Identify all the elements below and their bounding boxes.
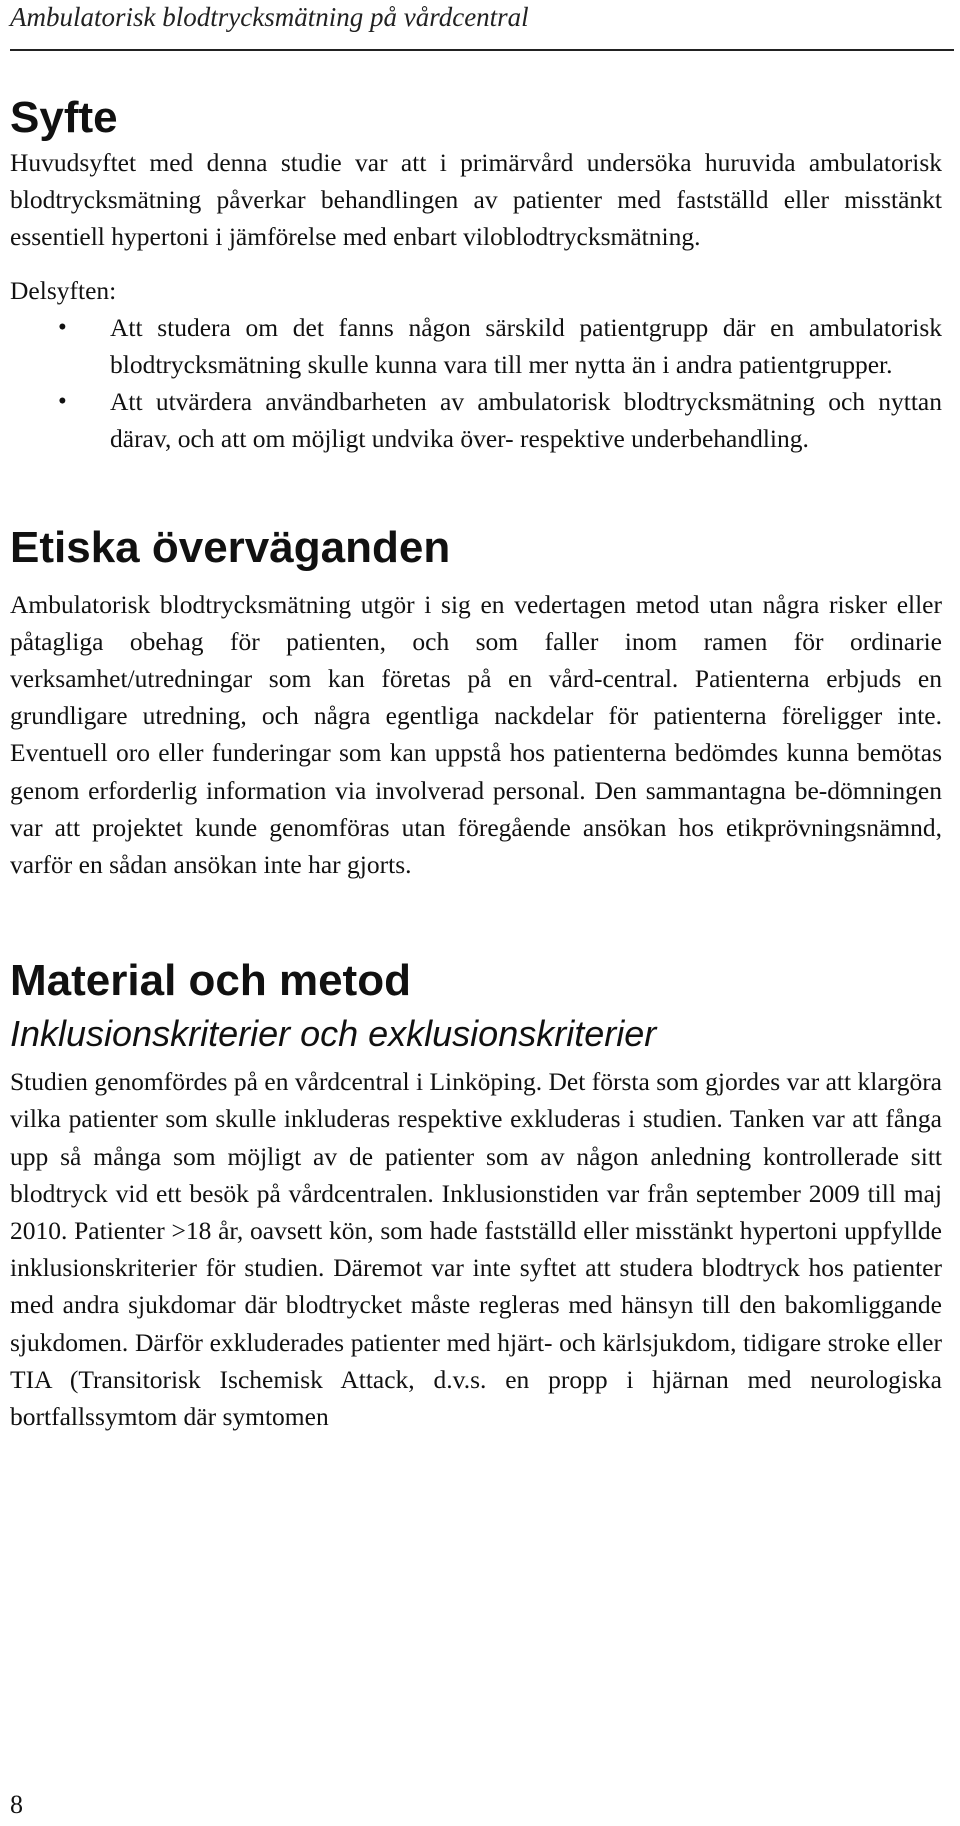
bullet-glyph: • [58, 313, 67, 341]
section-syfte [10, 92, 942, 458]
list-item-text: Att studera om det fanns någon särskild patientgrupp där en ambulatorisk blodtrycksmätning skulle kunna vara till mer nytta än i andra patientgrupper. [110, 312, 942, 380]
section-etiska-overvaganden [10, 522, 942, 884]
etiska-paragraph: Ambulatorisk blodtrycksmätning utgör i sig en vedertagen metod utan några risker eller påtagliga obehag för patienten, och som faller inom ramen för ordinarie verksamhet/utredningar som kan företas på en vård-central. Patienterna erbjuds en grundligare utredning, och några egentliga nackdelar för patienterna föreligger inte. Eventuell oro eller funderingar som kan uppstå hos patienterna bedömdes kunna bemötas genom erforderlig information via involverad personal. Den sammantagna be-dömningen var att projektet kunde genomföras utan föregående ansökan hos etikprövningsnämnd, varför en sådan ansökan inte har gjorts. [10, 589, 942, 880]
page-body [10, 92, 942, 1435]
header-rule [10, 49, 954, 51]
list-item [10, 309, 942, 383]
delsyften-label: Delsyften: [10, 275, 117, 305]
section-heading-etiska: Etiska överväganden [10, 522, 451, 572]
material-paragraph: Studien genomfördes på en vårdcentral i Linköping. Det första som gjordes var att klargöra vilka patienter som skulle inkluderas respektive exkluderas i studien. Tanken var att fånga upp så många som möjligt av de patienter som av någon anledning kontrollerade sitt blodtryck vid ett besök på vårdcentralen. Inklusionstiden var från september 2009 till maj 2010. Patienter >18 år, oavsett kön, som hade fastställd eller misstänkt hypertoni uppfyllde inklusionskriterier för studien. Däremot var inte syftet att studera blodtryck hos patienter med andra sjukdomar där blodtrycket måste regleras med hänsyn till den bakomliggande sjukdomen. Därför exkluderades patienter med hjärt- och kärlsjukdom, tidigare stroke eller TIA (Transitorisk Ischemisk Attack, d.v.s. en propp i hjärnan med neurologiska bortfallssymtom där symtomen [10, 1067, 942, 1432]
bullet-glyph: • [58, 388, 67, 416]
syfte-intro-paragraph: Huvudsyftet med denna studie var att i primärvård undersöka huruvida ambulatorisk blodtrycksmätning påverkar behandlingen av patienter med fastställd eller misstänkt essentiell hypertoni i jämförelse med enbart viloblodtrycksmätning. [10, 148, 942, 252]
delsyften-list [10, 309, 942, 458]
document-page [10, 0, 954, 1826]
list-item [10, 383, 942, 457]
page-number: 8 [10, 1790, 23, 1819]
section-material-och-metod [10, 955, 942, 1435]
section-heading-syfte: Syfte [10, 93, 118, 142]
list-item-text: Att utvärdera användbarheten av ambulatorisk blodtrycksmätning och nyttan därav, och att om möjligt undvika över- respektive underbehandling. [110, 387, 942, 454]
subsection-heading-inklusion: Inklusionskriterier och exklusionskriterier [10, 1013, 657, 1055]
running-header: Ambulatorisk blodtrycksmätning på vårdcentral [10, 2, 529, 32]
section-heading-material: Material och metod [10, 956, 411, 1006]
